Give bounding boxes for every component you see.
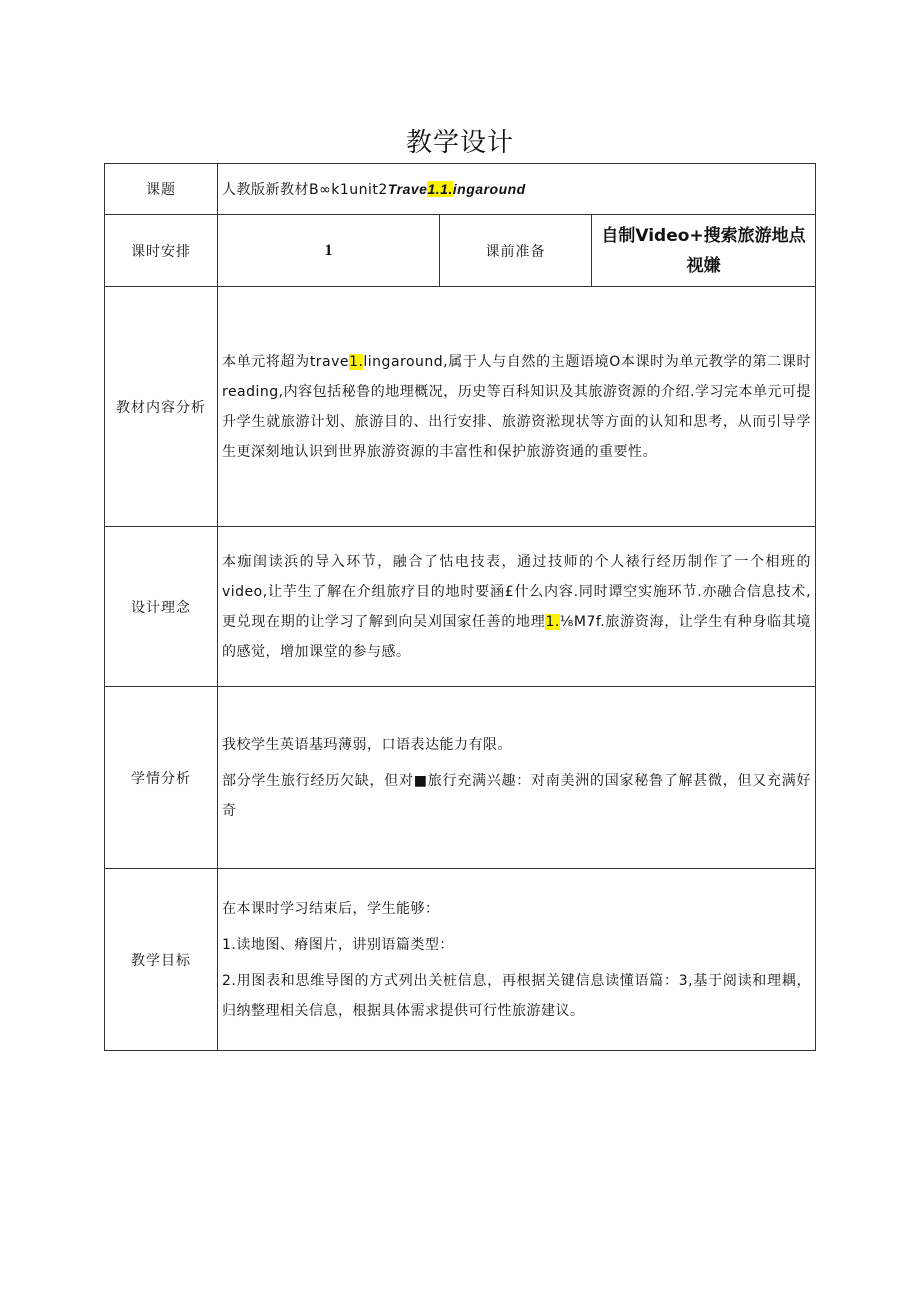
page-title: 教学设计 — [405, 128, 514, 158]
topic-highlight: 1.1. — [427, 180, 453, 197]
topic-text-f: ingaround — [452, 180, 526, 197]
topic-text-a: 人教版新教材 — [222, 181, 309, 198]
topic-value — [218, 164, 816, 215]
topic-label: 课题 — [105, 164, 218, 215]
goals-text — [218, 869, 816, 1051]
prep-line-1: 自制Video+搜索旅游地点 — [601, 225, 806, 246]
goals-paragraph-3: 2.用图表和思维导图的方式列出关桩信息，再根据关键信息读懂语篇：3,基于阅读和理耦，归纳整理相关信息，根据具体需求提供可行性旅游建议。 — [222, 972, 812, 1019]
students-label: 学情分析 — [105, 687, 218, 869]
prep-value — [592, 215, 816, 287]
goals-paragraph-2: 1.读地图、瘠图片，讲别语篇类型： — [222, 936, 454, 953]
concept-text-3: ⅛M7f.旅游资海，让学生有种身临其境的感觉，增加课堂的参与感。 — [222, 613, 812, 660]
row-material — [105, 287, 816, 527]
row-students — [105, 687, 816, 869]
material-label: 教材内容分析 — [105, 287, 218, 527]
row-goals — [105, 869, 816, 1051]
material-text-1: 本单元将超为trave — [222, 353, 350, 370]
lesson-design-table — [104, 163, 816, 1051]
row-concept — [105, 527, 816, 687]
row-topic — [105, 164, 816, 215]
prep-line-2: 视嫌 — [686, 255, 721, 276]
material-highlight: 1. — [349, 353, 364, 370]
students-paragraph-2: 部分学生旅行经历欠缺，但对■旅行充满兴趣：对南美洲的国家秘鲁了解甚微，但又充满好奇 — [222, 772, 812, 819]
goals-label: 教学目标 — [105, 869, 218, 1051]
concept-highlight: 1. — [545, 613, 560, 630]
schedule-label: 课时安排 — [105, 215, 218, 287]
topic-text-c: ∞k1unit2 — [319, 181, 388, 198]
material-text-3: lingaround,属于人与自然的主题语境O本课时为单元教学的第二课时reading,内容包括秘鲁的地理概况，历史等百科知识及其旅游资源的介绍.学习完本单元可提升学生就旅游计划、旅游目的、出行安排、旅游资淞现状等方面的认知和思考，从而引导学生更深刻地认识到世界旅游资源的丰富性和保护旅游资通的重要性。 — [222, 353, 812, 460]
row-schedule — [105, 215, 816, 287]
students-text — [218, 687, 816, 869]
concept-text-1: 本痂闺读浜的导入环节，融合了怙电技表，通过技师的个人裱行经历制作了一个相班的video,让芋生了解在介组旅疗目的地时要涵£什么内容.同时谭空实施环节.亦融合信息技术,更兑现在期的让学习了解到向吴刈国家任善的地理 — [222, 553, 812, 630]
prep-label: 课前准备 — [440, 215, 592, 287]
topic-text-d: Trave — [387, 180, 428, 197]
goals-paragraph-1: 在本课时学习结束后，学生能够： — [222, 900, 440, 917]
concept-text — [218, 527, 816, 687]
concept-label: 设计理念 — [105, 527, 218, 687]
schedule-value: 1 — [218, 215, 440, 287]
topic-text-b: B — [309, 181, 320, 198]
students-paragraph-1: 我校学生英语基玛薄弱，口语表达能力有限。 — [222, 736, 512, 753]
material-text — [218, 287, 816, 527]
